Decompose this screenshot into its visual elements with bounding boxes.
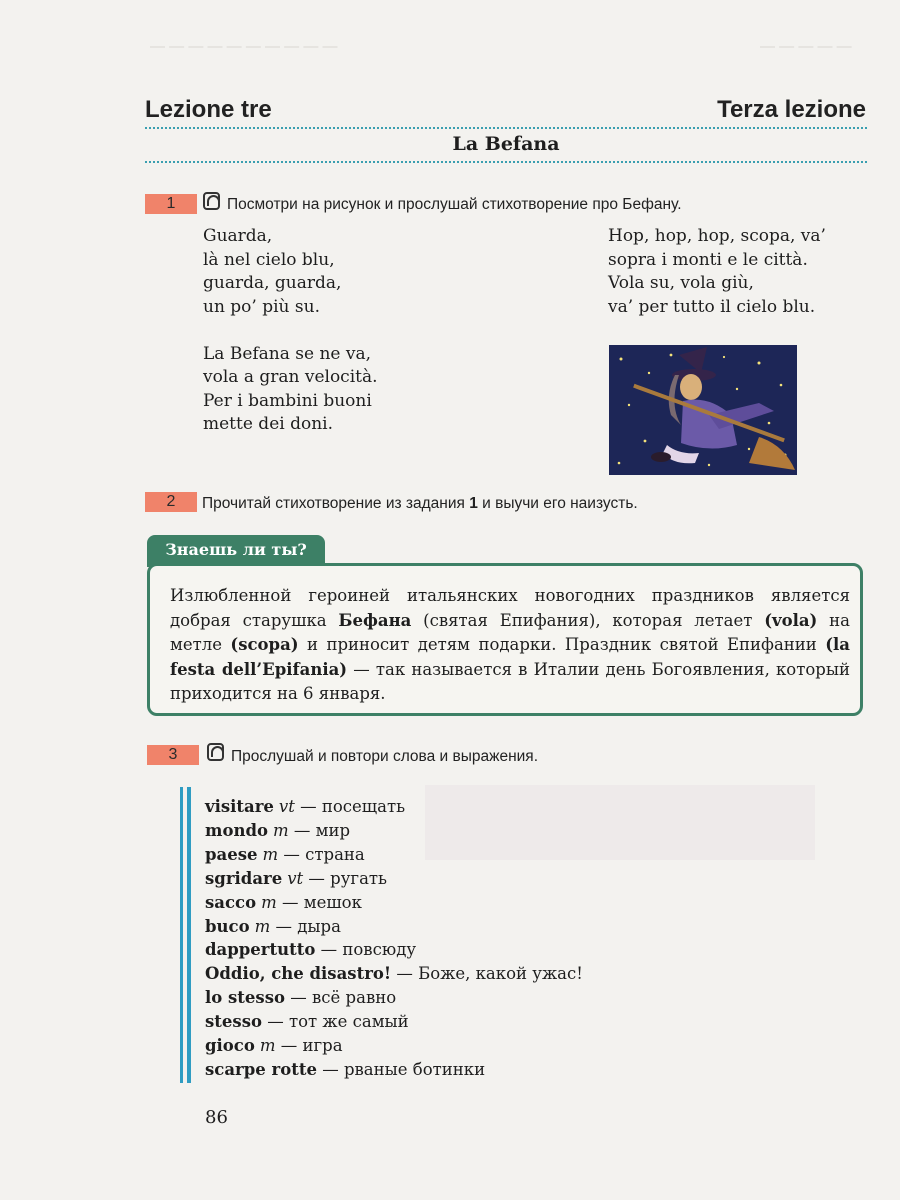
exercise-2-text-end: и выучи его наизусть. xyxy=(477,495,638,512)
vocab-item: Oddio, che disastro! — Боже, какой ужас! xyxy=(205,964,583,984)
dyk-part-5: — так называется в Италии день Богоявления, который приходится на 6 января. xyxy=(170,659,850,703)
headphones-icon[interactable] xyxy=(207,743,224,761)
vocab-item: scarpe rotte — рваные ботинки xyxy=(205,1059,486,1079)
exercise-3-instruction: Прослушай и повтори слова и выражения. xyxy=(231,748,539,765)
vocab-item: dappertutto — повсюду xyxy=(205,940,417,960)
lesson-title: La Befana xyxy=(452,133,560,155)
exercise-3-badge: 3 xyxy=(147,745,199,765)
did-you-know-label: Знаешь ли ты? xyxy=(147,535,325,567)
vocab-item: sacco m — мешок xyxy=(205,892,362,912)
vocab-list xyxy=(205,795,583,1082)
title-divider xyxy=(145,161,867,163)
vocab-item: buco m — дыра xyxy=(205,916,341,936)
lesson-number-right: Terza lezione xyxy=(717,96,866,123)
vocab-bar xyxy=(180,787,183,1083)
lesson-number-left: Lezione tre xyxy=(145,96,272,123)
vocab-item: paese m — страна xyxy=(205,844,365,864)
poem-left-column: Guarda, là nel cielo blu, guarda, guarda, un po’ più su. La Befana se ne va, vola a gran velocità. Per i bambini buoni mette dei doni. xyxy=(203,226,378,434)
dyk-part-4: и приносит детям подарки. Праздник святой Епифании xyxy=(298,635,826,654)
exercise-1-instruction: Посмотри на рисунок и прослушай стихотворение про Бефану. xyxy=(227,196,682,213)
vocab-item: gioco m — игра xyxy=(205,1036,343,1056)
dyk-bold-scopa: (scopa) xyxy=(230,635,299,654)
poem-right-column: Hop, hop, hop, scopa, va’ sopra i monti e le città. Vola su, vola giù, va’ per tutto il cielo blu. xyxy=(608,226,826,317)
vocab-item: stesso — тот же самый xyxy=(205,1012,409,1032)
exercise-2-text: Прочитай стихотворение из задания xyxy=(202,495,470,512)
vocab-item: sgridare vt — ругать xyxy=(205,868,388,888)
vocab-item: lo stesso — всё равно xyxy=(205,988,397,1008)
headphones-icon[interactable] xyxy=(203,192,220,210)
exercise-2-ref: 1 xyxy=(469,495,478,512)
vocab-item: mondo m — мир xyxy=(205,820,351,840)
exercise-2-badge: 2 xyxy=(145,492,197,512)
vocab-bar xyxy=(187,787,191,1083)
dyk-bold-befana: Бефана xyxy=(338,610,412,630)
befana-illustration xyxy=(609,345,797,475)
dyk-part-2: (святая Епифания), которая летает xyxy=(411,610,765,630)
dyk-bold-vola: (vola) xyxy=(764,610,818,630)
page-number: 86 xyxy=(205,1107,228,1128)
exercise-2-instruction xyxy=(202,495,638,513)
top-divider xyxy=(145,127,867,129)
dyk-part-3: на метле xyxy=(170,610,850,654)
vocab-item: visitare vt — посещать xyxy=(205,797,406,816)
dyk-part-1: Излюбленной героиней итальянских новогодних праздников является добрая старушка xyxy=(170,586,850,630)
exercise-1-badge: 1 xyxy=(145,194,197,214)
did-you-know-text xyxy=(170,584,850,707)
dyk-bold-festa: (la festa dell’Epifania) xyxy=(170,635,851,679)
